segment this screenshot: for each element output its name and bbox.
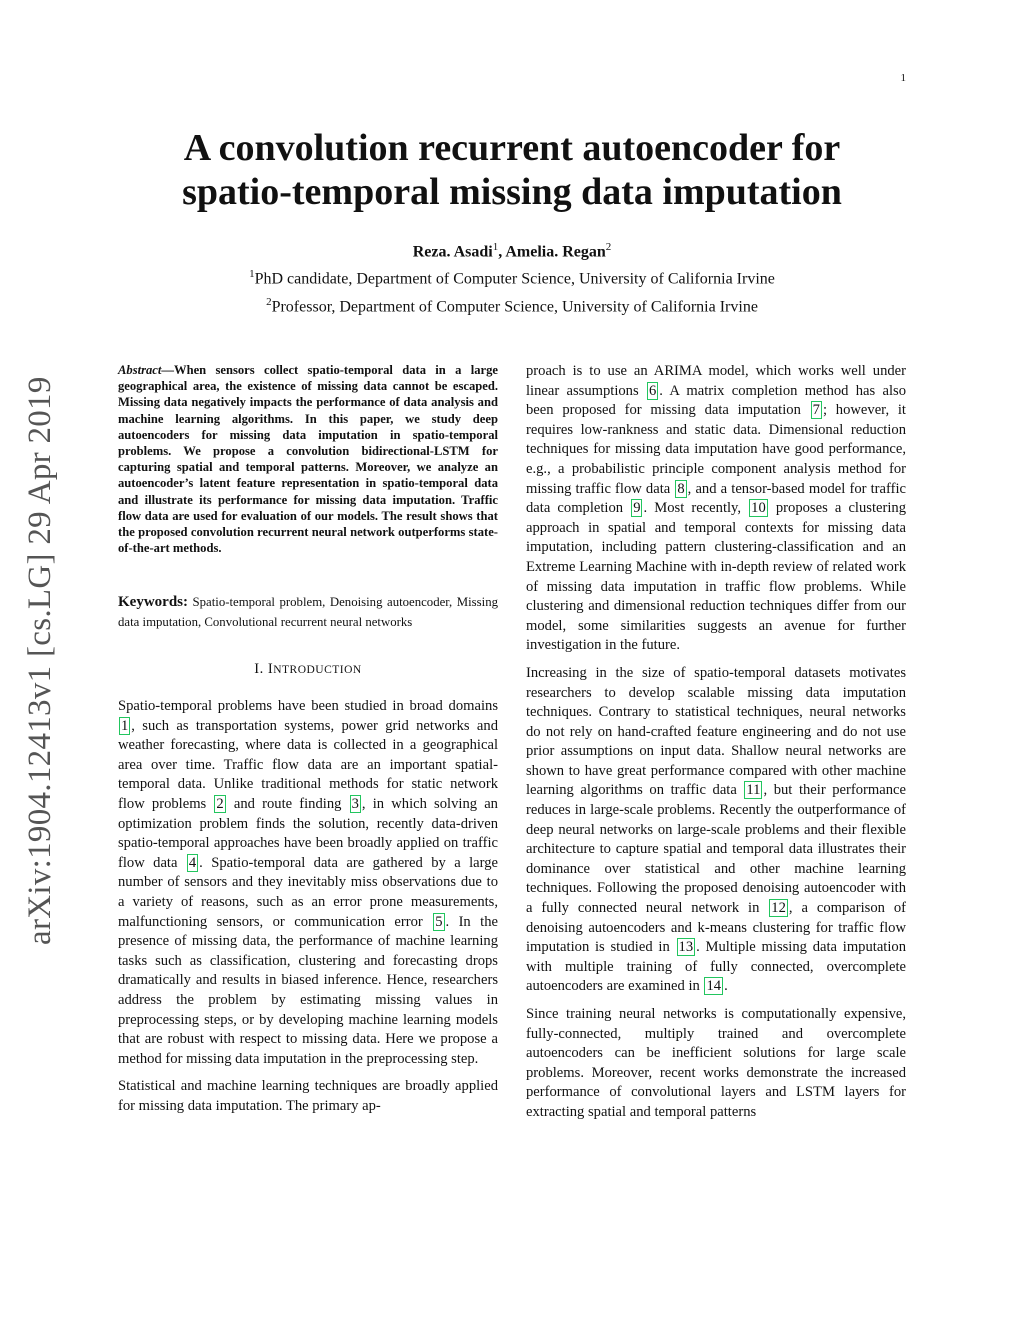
affiliation-marker: 2 [605,241,612,253]
text-run: , but their performance reduces in large-scale problems. Recently the outperformance of deep neural networks on large-scale problems and their flexible architecture to capture spatial and temporal data illustrates their dominance over statistical and other machine learning techniques. Following the proposed denoising autoencoder with a fully connected neural network in [526,782,906,917]
section-number: I. [254,661,268,678]
text-run: . Multiple missing data imputation with multiple training of fully connected, overcomplete autoencoders are examined in [526,939,907,995]
author-name: Amelia. Regan [505,243,606,261]
text-run: , such as transportation systems, power grid networks and weather forecasting, where data is collected in a geographical area over time. Traffic flow data are an important spatial-temporal data. Unlike traditional methods for static network flow problems [118,717,498,812]
citation-link[interactable]: 13 [678,939,694,956]
affiliation-marker: 1 [492,241,499,253]
title-line: spatio-temporal missing data imputation [182,171,842,213]
citation-link[interactable]: 8 [677,480,685,497]
citation-link[interactable]: 3 [351,796,359,812]
paper-title [0,126,1024,214]
section-heading [118,660,498,681]
author-name: Reza. Asadi [412,243,493,261]
paragraph [118,1077,498,1116]
page-number: 1 [900,72,906,84]
text-run: . In the presence of missing data, the performance of machine learning tasks such as classification, clustering and forecasting drops dramatically and results in biased inference. Hence, researchers address the problem by estimating missing values in preprocessing steps, or by developing machine learning models that are robust with respect to missing data. Here we propose a method for missing data imputation in the preprocessing step. [118,913,498,1067]
text-run: . A matrix completion method has also been proposed for missing data imputation [526,382,906,419]
citation-link[interactable]: 14 [706,978,722,995]
text-run: , a comparison of denoising autoencoders and k-means clustering for traffic flow imputation is studied in [526,900,906,956]
citation-link[interactable]: 1 [121,717,129,734]
paragraph [526,664,906,997]
right-column [526,362,906,1131]
text-run: . Most recently, [643,500,749,517]
author-names [0,236,1024,263]
left-column [118,362,498,1125]
affiliation [0,263,1024,290]
citation-link[interactable]: 9 [633,500,641,517]
paragraph [526,362,906,656]
text-run: and route finding [226,796,349,812]
section-title-initial: I [267,661,274,678]
citation-link[interactable]: 6 [648,382,657,399]
title-line: A convolution recurrent autoencoder for [183,127,841,169]
paragraph [118,697,498,1069]
affiliation-marker: 2 [266,295,272,308]
citation-link[interactable]: 2 [216,796,224,812]
author-block [0,236,1024,318]
text-run: ; however, it requires low-rankness and static data. Dimensional reduction techniques for missing data imputation have good performance, e.g., a probabilistic principle component analysis method for missing traffic flow data [526,402,906,497]
affiliation-marker: 1 [249,268,255,281]
text-run: proposes a clustering approach in spatial and temporal contexts for missing data imputation, including pattern clustering-classification and an Extreme Learning Machine with in-depth review of related work of missing data imputation in traffic flow problems. While clustering and dimensional reduction techniques differ from our model, some similarities suggests an avenue for further investigation in the future. [526,500,907,654]
text-run: Since training neural networks is computationally expensive, fully-connected, multiply trained and overcomplete autoencoders can be inefficient solutions for large scale problems. Moreover, recent works demonstrate the increased performance of convolutional layers and LSTM layers for extracting spatial and temporal patterns [526,1006,906,1120]
text-run: . [724,978,728,995]
citation-link[interactable]: 11 [746,782,761,799]
text-run: , in which solving an optimization problem finds the solution, recently data-driven spatio-temporal approaches have been broadly applied on traffic flow data [118,796,498,871]
author-separator: , [498,243,506,261]
abstract [118,362,498,556]
arxiv-identifier-stamp: arXiv:1904.12413v1 [cs.LG] 29 Apr 2019 [22,376,58,945]
affiliation [0,291,1024,318]
citation-link[interactable]: 10 [751,500,766,517]
affiliation-text: Professor, Department of Computer Science, University of California Irvine [271,297,758,315]
text-run: Spatio-temporal problems have been studied in broad domains [118,698,498,715]
keywords-label: Keywords: [118,594,188,611]
citation-link[interactable]: 5 [435,913,443,930]
section-title-rest: NTRODUCTION [273,664,362,677]
text-run: proach is to use an ARIMA model, which works well under linear assumptions [526,363,906,399]
abstract-text: —When sensors collect spatio-temporal data in a large geographical area, the existence of missing data cannot be escaped. Missing data negatively impacts the performance of data analysis and machine learning algorithms. In this paper, we study deep autoencoders for missing data imputation in spatio-temporal problems. We propose a convolution bidirectional-LSTM for capturing spatial and temporal patterns. Moreover, we analyze an autoencoder’s latent feature representation in spatio-temporal data and illustrate its performance for missing data imputation. Traffic flow data are used for evaluation of our models. The result shows that the proposed convolution recurrent neural network outperforms state-of-the-art methods. [118,363,498,556]
abstract-label: Abstract [118,363,162,377]
text-run: . Spatio-temporal data are gathered by a large number of sensors and they inevitably miss observations due to a variety of reasons, such as an error prone measurements, malfunctioning sensors, or communication error [118,854,499,930]
text-run: Statistical and machine learning techniques are broadly applied for missing data imputation. The primary ap- [118,1078,498,1114]
keywords-text: Spatio-temporal problem, Denoising autoencoder, Missing data imputation, Convolutional recurrent neural networks [118,595,498,630]
citation-link[interactable]: 12 [771,900,786,917]
text-run: Increasing in the size of spatio-temporal datasets motivates researchers to develop scalable missing data imputation techniques. Contrary to statistical techniques, neural networks do not rely on hand-crafted feature engineering and do not use prior assumptions on input data. Shallow neural networks are shown to have great performance compared with other machine learning algorithms on traffic data [526,664,906,799]
citation-link[interactable]: 4 [188,854,197,871]
citation-link[interactable]: 7 [812,402,820,419]
affiliation-text: PhD candidate, Department of Computer Science, University of California Irvine [254,270,775,288]
paragraph [526,1005,906,1123]
text-run: , and a tensor-based model for traffic data completion [526,480,906,517]
keywords [118,592,498,632]
